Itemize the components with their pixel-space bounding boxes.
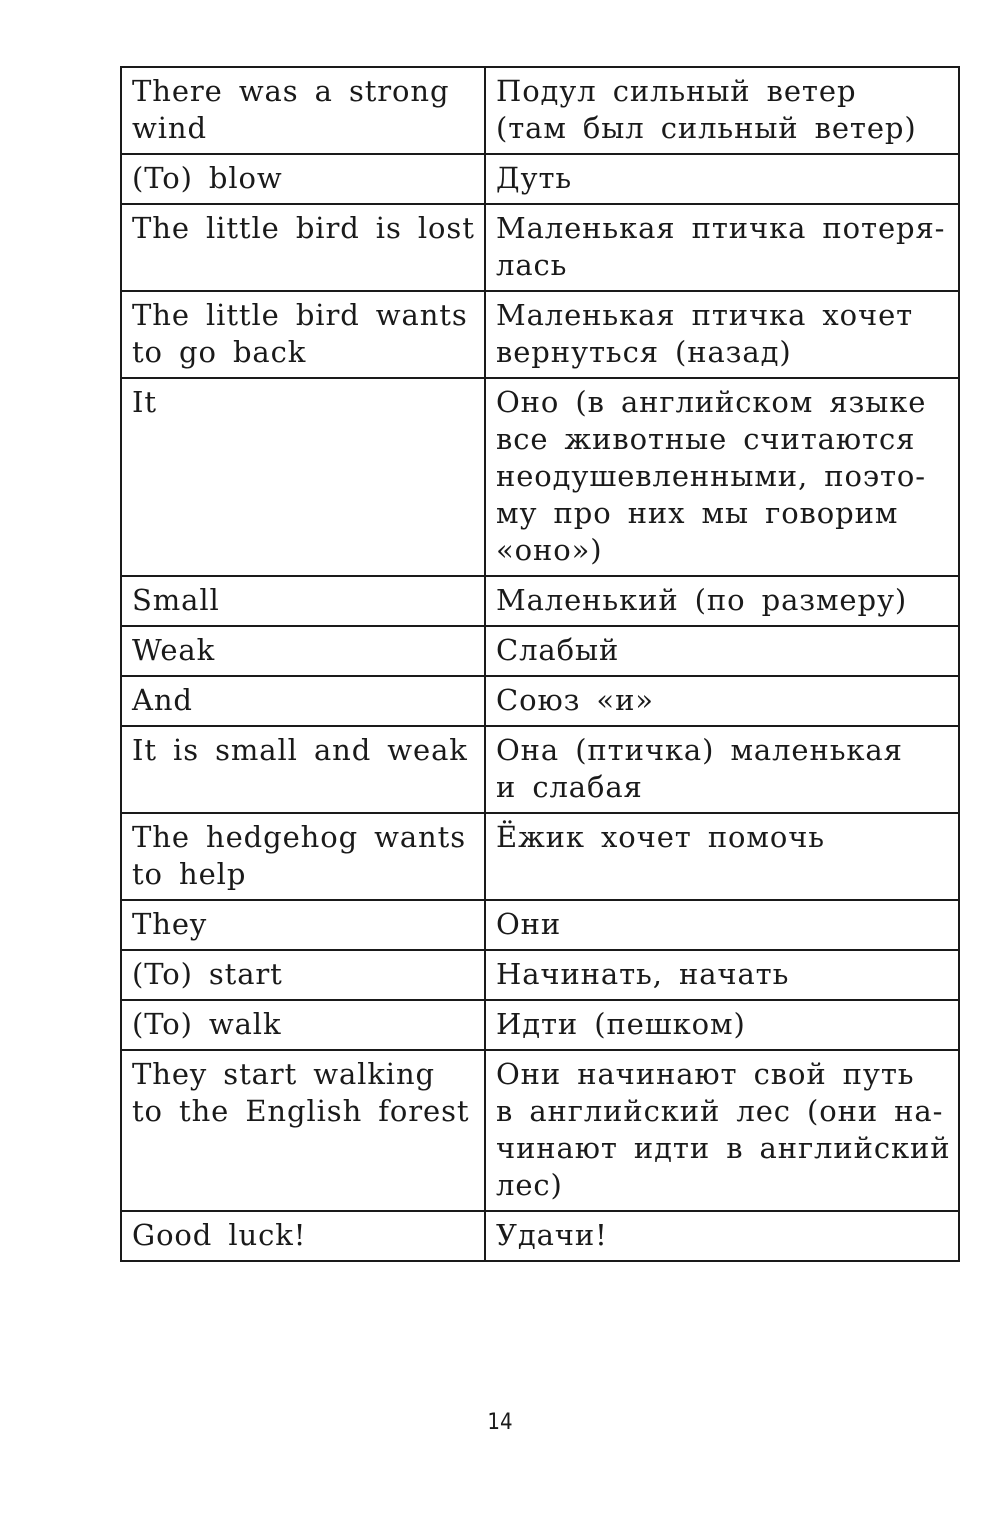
translation-line: (там был сильный ветер) [496,111,917,145]
translation-line: Идти (пешком) [496,1007,746,1041]
vocabulary-table [120,66,960,1262]
english-phrase: There was a strong wind [121,67,485,154]
russian-translation [485,950,959,1000]
table-row [121,154,959,204]
translation-line: Дуть [496,161,573,195]
translation-line: вернуться (назад) [496,335,792,369]
english-phrase: (To) blow [121,154,485,204]
english-phrase: (To) walk [121,1000,485,1050]
table-row [121,204,959,291]
translation-line: Маленькая птичка потеря- [496,211,946,245]
russian-translation [485,726,959,813]
russian-translation [485,1211,959,1261]
translation-line: Удачи! [496,1218,608,1252]
translation-line: Они [496,907,562,941]
table-row [121,813,959,900]
translation-line: и слабая [496,770,643,804]
table-row [121,1211,959,1261]
translation-line: Слабый [496,633,620,667]
translation-line: Союз «и» [496,683,654,717]
russian-translation [485,576,959,626]
russian-translation [485,626,959,676]
russian-translation [485,67,959,154]
page-number: 14 [487,1410,513,1435]
table-row [121,67,959,154]
russian-translation [485,1000,959,1050]
translation-line: Начинать, начать [496,957,790,991]
translation-line: в английский лес (они на- [496,1094,944,1128]
translation-line: неодушевленными, поэто- [496,459,926,493]
english-phrase: The little bird wants to go back [121,291,485,378]
russian-translation [485,813,959,900]
translation-line: Она (птичка) маленькая [496,733,903,767]
table-row [121,378,959,576]
translation-line: Подул сильный ветер [496,74,857,108]
translation-line: Маленькая птичка хочет [496,298,914,332]
english-phrase: It [121,378,485,576]
table-row [121,1000,959,1050]
table-row [121,626,959,676]
table-row [121,1050,959,1211]
translation-line: Оно (в английском языке [496,385,927,419]
table-row [121,900,959,950]
translation-line: лась [496,248,568,282]
russian-translation [485,154,959,204]
russian-translation [485,1050,959,1211]
english-phrase: The hedgehog wants to help [121,813,485,900]
english-phrase: Good luck! [121,1211,485,1261]
translation-line: Маленький (по размеру) [496,583,908,617]
translation-line: «оно») [496,533,603,567]
russian-translation [485,378,959,576]
translation-line: му про них мы говорим [496,496,899,530]
english-phrase: The little bird is lost [121,204,485,291]
translation-line: все животные считаются [496,422,916,456]
table-row [121,291,959,378]
table-row [121,676,959,726]
english-phrase: And [121,676,485,726]
english-phrase: It is small and weak [121,726,485,813]
english-phrase: They [121,900,485,950]
russian-translation [485,291,959,378]
vocabulary-body [121,67,959,1261]
russian-translation [485,204,959,291]
translation-line: чинают идти в английский [496,1131,951,1165]
english-phrase: They start walking to the English forest [121,1050,485,1211]
translation-line: Они начинают свой путь [496,1057,915,1091]
russian-translation [485,676,959,726]
russian-translation [485,900,959,950]
english-phrase: Small [121,576,485,626]
english-phrase: Weak [121,626,485,676]
table-row [121,726,959,813]
english-phrase: (To) start [121,950,485,1000]
table-row [121,950,959,1000]
table-row [121,576,959,626]
translation-line: Ёжик хочет помочь [496,820,825,854]
translation-line: лес) [496,1168,563,1202]
